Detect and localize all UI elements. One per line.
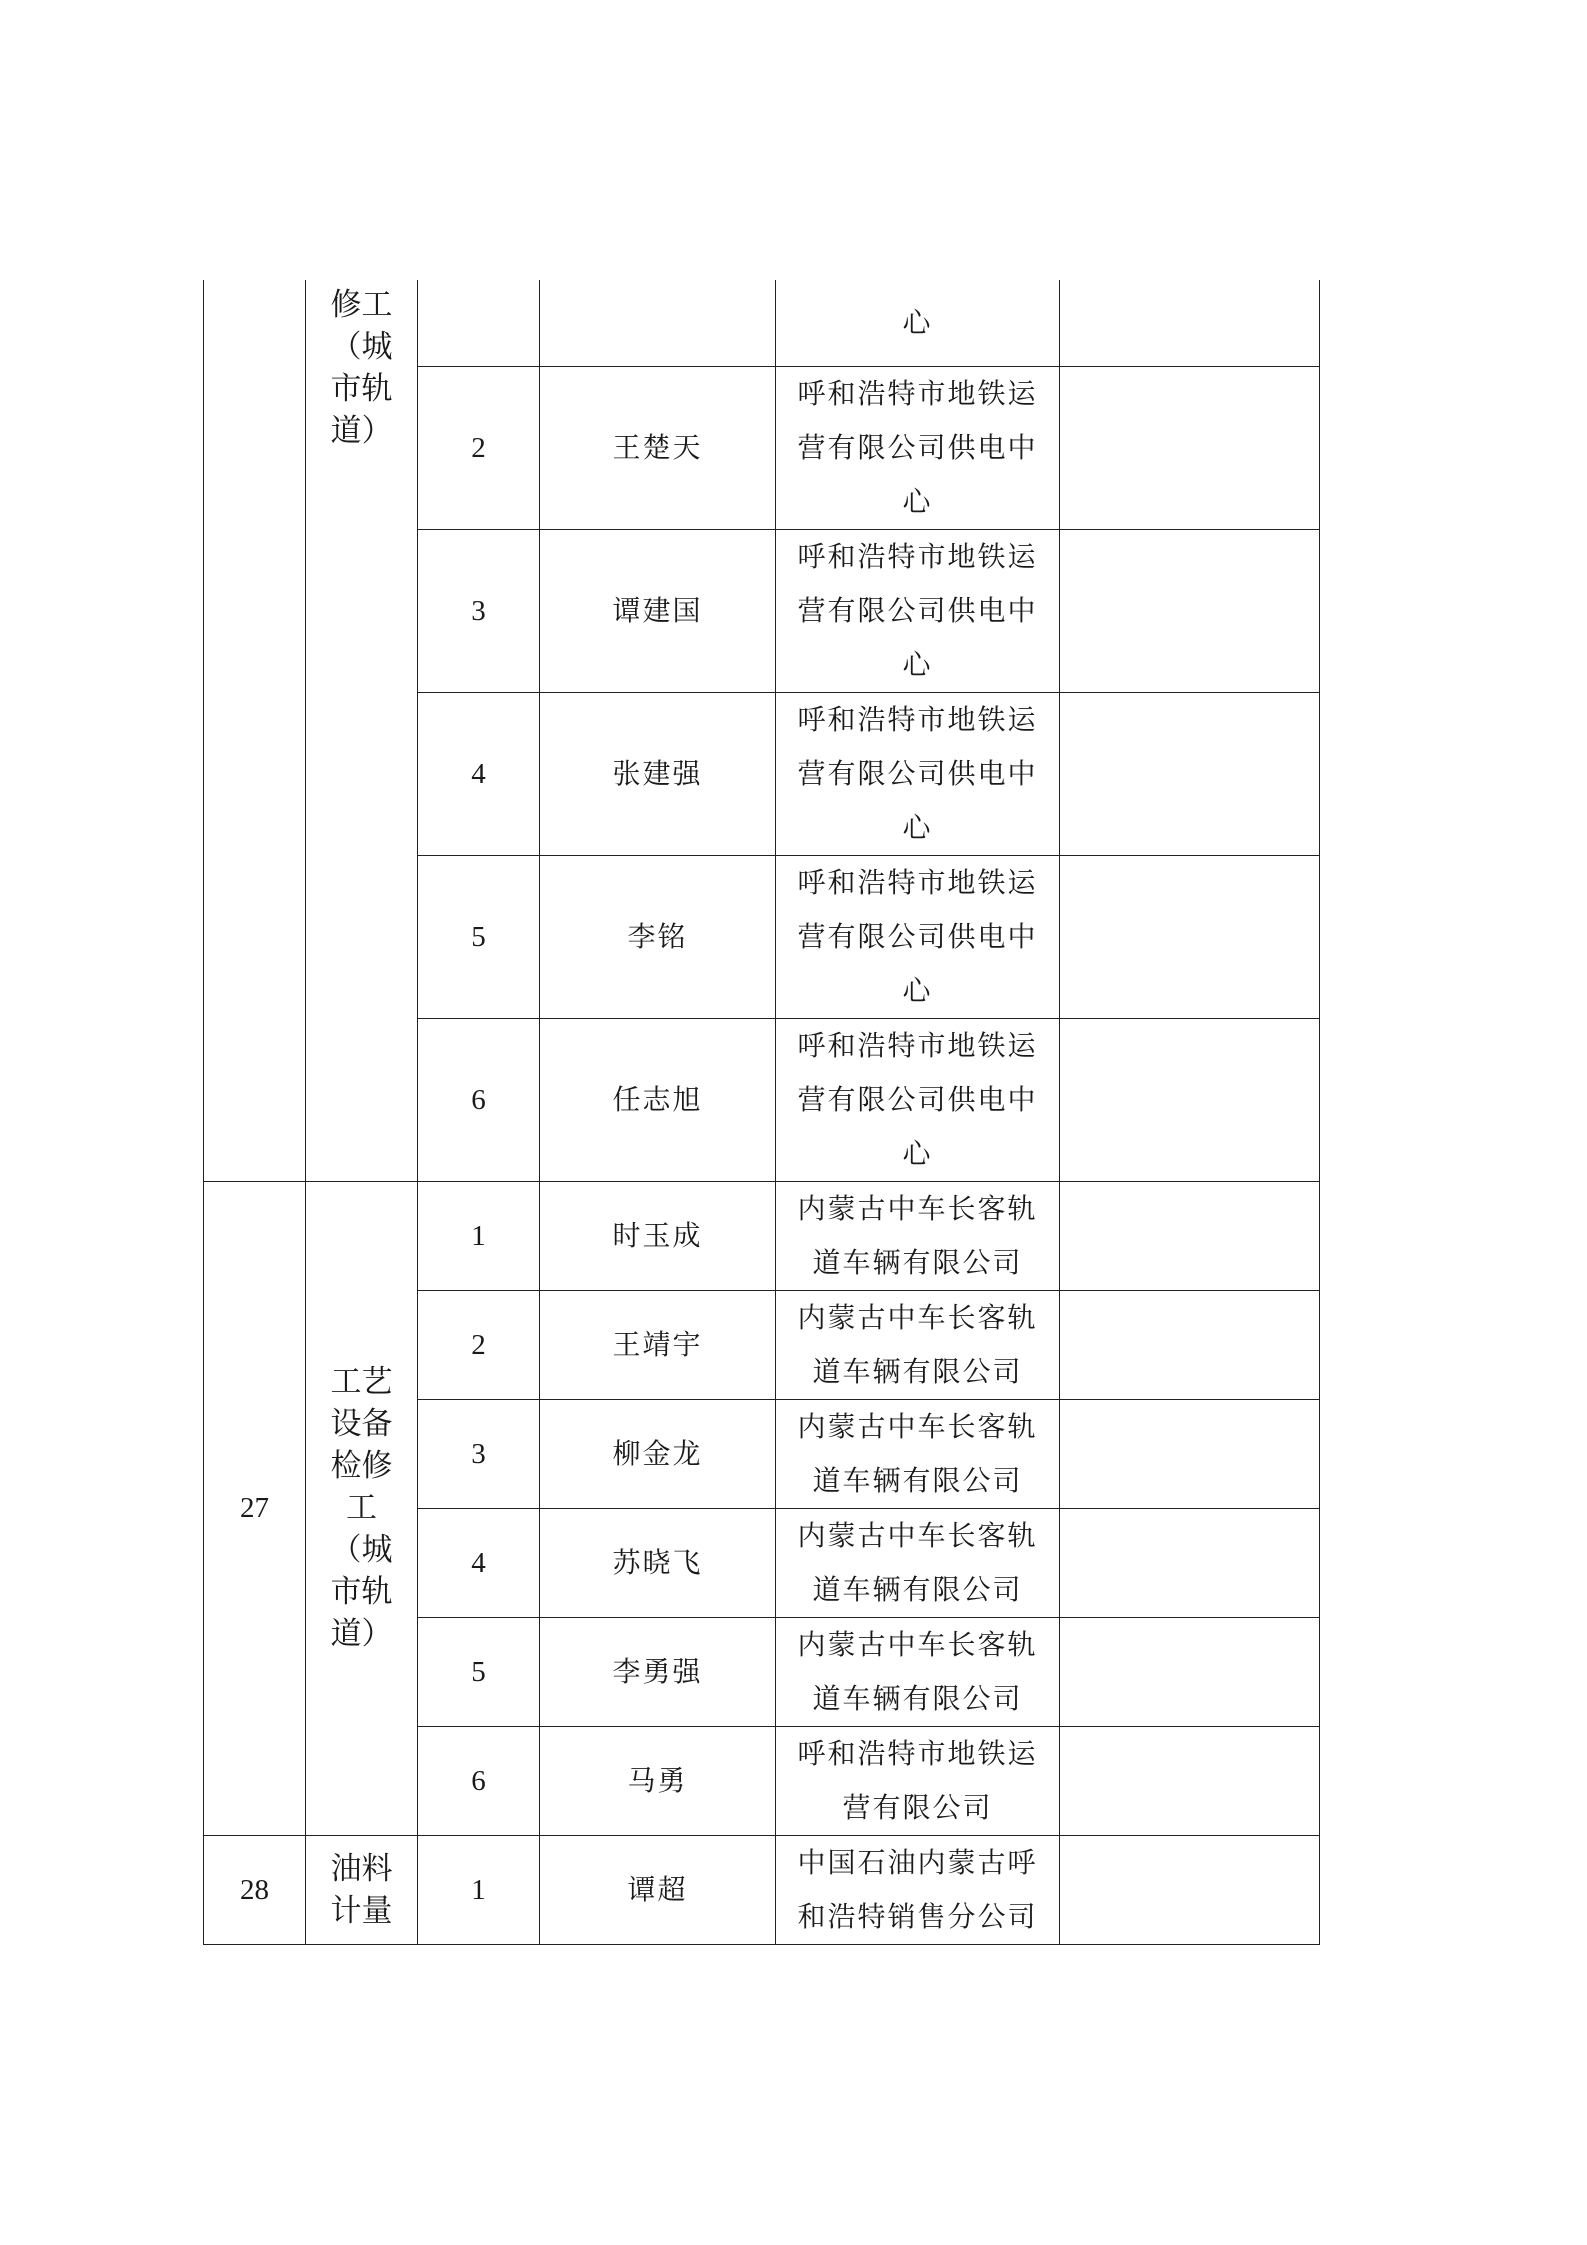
unit-line: 营有限公司供电中	[797, 1082, 1038, 1116]
name-cell: 李铭	[540, 855, 776, 1018]
table-row	[204, 1835, 1320, 1944]
row-number-cell: 5	[418, 855, 540, 1018]
name-cell	[540, 280, 776, 366]
name-cell: 李勇强	[540, 1617, 776, 1726]
name-cell: 张建强	[540, 692, 776, 855]
unit-cell	[776, 692, 1060, 855]
row-number-cell: 1	[418, 1835, 540, 1944]
seq-cell	[204, 280, 306, 1181]
unit-line: 中国石油内蒙古呼	[797, 1845, 1038, 1879]
unit-line: 营有限公司供电中	[797, 919, 1038, 953]
note-cell	[1060, 1181, 1320, 1290]
unit-cell	[776, 1181, 1060, 1290]
unit-line: 和浩特销售分公司	[797, 1899, 1038, 1933]
unit-line: 呼和浩特市地铁运	[797, 1028, 1038, 1062]
unit-line: 内蒙古中车长客轨	[797, 1627, 1038, 1661]
unit-cell	[776, 1726, 1060, 1835]
row-number-cell: 1	[418, 1181, 540, 1290]
unit-cell	[776, 1290, 1060, 1399]
unit-cell	[776, 1018, 1060, 1181]
row-number-cell: 4	[418, 692, 540, 855]
unit-line: 道车辆有限公司	[812, 1245, 1023, 1279]
unit-line: 道车辆有限公司	[812, 1681, 1023, 1715]
unit-line: 道车辆有限公司	[812, 1354, 1023, 1388]
trade-cell: 工艺设备检修工（城市轨道）	[306, 1181, 418, 1835]
note-cell	[1060, 1399, 1320, 1508]
unit-cell	[776, 280, 1060, 366]
unit-line: 营有限公司供电中	[797, 430, 1038, 464]
unit-line: 心	[902, 647, 933, 681]
note-cell	[1060, 529, 1320, 692]
unit-line: 道车辆有限公司	[812, 1572, 1023, 1606]
unit-line: 心	[902, 305, 933, 339]
note-cell	[1060, 1018, 1320, 1181]
unit-line: 呼和浩特市地铁运	[797, 702, 1038, 736]
unit-cell	[776, 1617, 1060, 1726]
note-cell	[1060, 1290, 1320, 1399]
row-number-cell: 3	[418, 1399, 540, 1508]
seq-cell: 27	[204, 1181, 306, 1835]
unit-line: 营有限公司供电中	[797, 756, 1038, 790]
note-cell	[1060, 855, 1320, 1018]
unit-line: 内蒙古中车长客轨	[797, 1409, 1038, 1443]
row-number-cell	[418, 280, 540, 366]
note-cell	[1060, 1508, 1320, 1617]
name-cell: 任志旭	[540, 1018, 776, 1181]
unit-line: 营有限公司	[842, 1790, 993, 1824]
name-cell: 谭建国	[540, 529, 776, 692]
table-row	[204, 1181, 1320, 1290]
row-number-cell: 2	[418, 366, 540, 529]
note-cell	[1060, 1726, 1320, 1835]
unit-line: 呼和浩特市地铁运	[797, 1736, 1038, 1770]
name-cell: 王靖宇	[540, 1290, 776, 1399]
unit-cell	[776, 366, 1060, 529]
note-cell	[1060, 366, 1320, 529]
row-number-cell: 6	[418, 1726, 540, 1835]
unit-cell	[776, 1508, 1060, 1617]
unit-line: 心	[902, 484, 933, 518]
seq-cell: 28	[204, 1835, 306, 1944]
unit-cell	[776, 1835, 1060, 1944]
unit-cell	[776, 855, 1060, 1018]
note-cell	[1060, 280, 1320, 366]
unit-line: 营有限公司供电中	[797, 593, 1038, 627]
unit-line: 内蒙古中车长客轨	[797, 1300, 1038, 1334]
row-number-cell: 2	[418, 1290, 540, 1399]
unit-line: 心	[902, 1136, 933, 1170]
name-cell: 谭超	[540, 1835, 776, 1944]
name-cell: 柳金龙	[540, 1399, 776, 1508]
unit-line: 呼和浩特市地铁运	[797, 539, 1038, 573]
row-number-cell: 3	[418, 529, 540, 692]
row-number-cell: 6	[418, 1018, 540, 1181]
name-cell: 王楚天	[540, 366, 776, 529]
note-cell	[1060, 1835, 1320, 1944]
note-cell	[1060, 692, 1320, 855]
table-row	[204, 280, 1320, 366]
unit-line: 内蒙古中车长客轨	[797, 1518, 1038, 1552]
note-cell	[1060, 1617, 1320, 1726]
trade-cell: 修工（城市轨道）	[306, 280, 418, 1181]
row-number-cell: 5	[418, 1617, 540, 1726]
row-number-cell: 4	[418, 1508, 540, 1617]
unit-line: 内蒙古中车长客轨	[797, 1191, 1038, 1225]
name-cell: 时玉成	[540, 1181, 776, 1290]
name-cell: 苏晓飞	[540, 1508, 776, 1617]
unit-line: 呼和浩特市地铁运	[797, 865, 1038, 899]
unit-cell	[776, 529, 1060, 692]
unit-line: 呼和浩特市地铁运	[797, 376, 1038, 410]
roster-table	[203, 280, 1320, 1945]
unit-line: 心	[902, 810, 933, 844]
unit-line: 道车辆有限公司	[812, 1463, 1023, 1497]
unit-line: 心	[902, 973, 933, 1007]
name-cell: 马勇	[540, 1726, 776, 1835]
trade-cell: 油料计量	[306, 1835, 418, 1944]
unit-cell	[776, 1399, 1060, 1508]
